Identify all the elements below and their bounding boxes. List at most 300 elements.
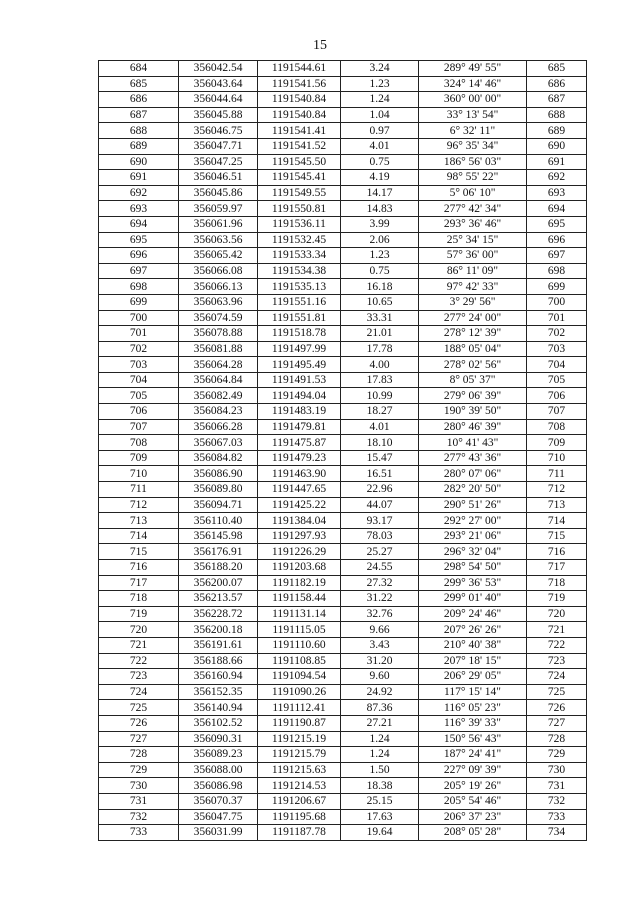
point-from-cell: 693 [99,201,179,217]
point-from-cell: 712 [99,497,179,513]
distance-cell: 33.31 [341,310,419,326]
table-row [99,154,587,170]
table-row [99,92,587,108]
point-to-cell: 711 [527,466,587,482]
x-coordinate-cell: 356191.61 [179,637,258,653]
bearing-cell: 289° 49' 55" [419,61,527,77]
point-to-cell: 724 [527,669,587,685]
point-to-cell: 685 [527,61,587,77]
point-to-cell: 708 [527,419,587,435]
table-row [99,372,587,388]
bearing-cell: 33° 13' 54" [419,107,527,123]
y-coordinate-cell: 1191158.44 [258,591,341,607]
bearing-cell: 6° 32' 11" [419,123,527,139]
point-from-cell: 689 [99,138,179,154]
bearing-cell: 8° 05' 37" [419,372,527,388]
point-from-cell: 703 [99,357,179,373]
bearing-cell: 207° 26' 26" [419,622,527,638]
bearing-cell: 117° 15' 14" [419,684,527,700]
table-row [99,357,587,373]
x-coordinate-cell: 356084.23 [179,404,258,420]
x-coordinate-cell: 356081.88 [179,341,258,357]
distance-cell: 27.21 [341,715,419,731]
point-from-cell: 707 [99,419,179,435]
x-coordinate-cell: 356088.00 [179,762,258,778]
distance-cell: 10.65 [341,294,419,310]
coordinates-table-body [99,61,587,841]
table-row [99,825,587,841]
point-from-cell: 727 [99,731,179,747]
y-coordinate-cell: 1191479.23 [258,450,341,466]
point-to-cell: 694 [527,201,587,217]
point-from-cell: 696 [99,248,179,264]
y-coordinate-cell: 1191215.19 [258,731,341,747]
y-coordinate-cell: 1191203.68 [258,560,341,576]
point-to-cell: 696 [527,232,587,248]
point-to-cell: 719 [527,591,587,607]
point-from-cell: 713 [99,513,179,529]
table-row [99,419,587,435]
x-coordinate-cell: 356064.28 [179,357,258,373]
distance-cell: 19.64 [341,825,419,841]
table-row [99,201,587,217]
y-coordinate-cell: 1191115.05 [258,622,341,638]
point-to-cell: 700 [527,294,587,310]
point-to-cell: 695 [527,216,587,232]
distance-cell: 1.24 [341,747,419,763]
point-from-cell: 685 [99,76,179,92]
point-from-cell: 690 [99,154,179,170]
x-coordinate-cell: 356200.07 [179,575,258,591]
point-from-cell: 695 [99,232,179,248]
point-to-cell: 703 [527,341,587,357]
bearing-cell: 280° 46' 39" [419,419,527,435]
point-from-cell: 733 [99,825,179,841]
y-coordinate-cell: 1191550.81 [258,201,341,217]
point-from-cell: 684 [99,61,179,77]
distance-cell: 17.63 [341,809,419,825]
table-row [99,341,587,357]
x-coordinate-cell: 356082.49 [179,388,258,404]
x-coordinate-cell: 356176.91 [179,544,258,560]
distance-cell: 0.97 [341,123,419,139]
x-coordinate-cell: 356066.28 [179,419,258,435]
point-to-cell: 730 [527,762,587,778]
point-from-cell: 700 [99,310,179,326]
x-coordinate-cell: 356089.23 [179,747,258,763]
bearing-cell: 277° 43' 36" [419,450,527,466]
point-from-cell: 721 [99,637,179,653]
x-coordinate-cell: 356094.71 [179,497,258,513]
distance-cell: 17.78 [341,341,419,357]
x-coordinate-cell: 356090.31 [179,731,258,747]
point-to-cell: 715 [527,528,587,544]
x-coordinate-cell: 356089.80 [179,482,258,498]
distance-cell: 16.51 [341,466,419,482]
table-row [99,747,587,763]
x-coordinate-cell: 356063.56 [179,232,258,248]
y-coordinate-cell: 1191112.41 [258,700,341,716]
bearing-cell: 186° 56' 03" [419,154,527,170]
distance-cell: 14.83 [341,201,419,217]
distance-cell: 25.15 [341,793,419,809]
x-coordinate-cell: 356047.71 [179,138,258,154]
table-row [99,622,587,638]
bearing-cell: 208° 05' 28" [419,825,527,841]
point-from-cell: 715 [99,544,179,560]
point-to-cell: 714 [527,513,587,529]
x-coordinate-cell: 356084.82 [179,450,258,466]
bearing-cell: 25° 34' 15" [419,232,527,248]
point-to-cell: 697 [527,248,587,264]
point-from-cell: 709 [99,450,179,466]
y-coordinate-cell: 1191549.55 [258,185,341,201]
table-row [99,248,587,264]
table-row [99,762,587,778]
x-coordinate-cell: 356043.64 [179,76,258,92]
distance-cell: 4.01 [341,138,419,154]
y-coordinate-cell: 1191541.52 [258,138,341,154]
table-row [99,793,587,809]
point-to-cell: 706 [527,388,587,404]
point-from-cell: 687 [99,107,179,123]
table-row [99,778,587,794]
point-from-cell: 688 [99,123,179,139]
distance-cell: 1.50 [341,762,419,778]
point-to-cell: 723 [527,653,587,669]
bearing-cell: 293° 36' 46" [419,216,527,232]
point-to-cell: 713 [527,497,587,513]
point-from-cell: 697 [99,263,179,279]
bearing-cell: 86° 11' 09" [419,263,527,279]
x-coordinate-cell: 356066.08 [179,263,258,279]
point-from-cell: 706 [99,404,179,420]
table-row [99,560,587,576]
bearing-cell: 57° 36' 00" [419,248,527,264]
point-to-cell: 690 [527,138,587,154]
distance-cell: 3.99 [341,216,419,232]
distance-cell: 27.32 [341,575,419,591]
y-coordinate-cell: 1191094.54 [258,669,341,685]
point-from-cell: 699 [99,294,179,310]
bearing-cell: 209° 24' 46" [419,606,527,622]
table-row [99,591,587,607]
distance-cell: 3.43 [341,637,419,653]
point-to-cell: 725 [527,684,587,700]
point-from-cell: 724 [99,684,179,700]
y-coordinate-cell: 1191425.22 [258,497,341,513]
y-coordinate-cell: 1191447.65 [258,482,341,498]
point-to-cell: 716 [527,544,587,560]
point-from-cell: 698 [99,279,179,295]
y-coordinate-cell: 1191545.50 [258,154,341,170]
distance-cell: 15.47 [341,450,419,466]
bearing-cell: 296° 32' 04" [419,544,527,560]
x-coordinate-cell: 356188.66 [179,653,258,669]
table-row [99,263,587,279]
point-to-cell: 704 [527,357,587,373]
point-to-cell: 705 [527,372,587,388]
point-from-cell: 694 [99,216,179,232]
distance-cell: 25.27 [341,544,419,560]
x-coordinate-cell: 356061.96 [179,216,258,232]
x-coordinate-cell: 356031.99 [179,825,258,841]
distance-cell: 31.20 [341,653,419,669]
y-coordinate-cell: 1191551.81 [258,310,341,326]
y-coordinate-cell: 1191190.87 [258,715,341,731]
y-coordinate-cell: 1191384.04 [258,513,341,529]
x-coordinate-cell: 356045.86 [179,185,258,201]
bearing-cell: 206° 37' 23" [419,809,527,825]
page-number: 15 [313,38,327,53]
point-from-cell: 708 [99,435,179,451]
point-to-cell: 726 [527,700,587,716]
point-to-cell: 693 [527,185,587,201]
point-from-cell: 719 [99,606,179,622]
point-from-cell: 705 [99,388,179,404]
x-coordinate-cell: 356059.97 [179,201,258,217]
table-row [99,435,587,451]
x-coordinate-cell: 356044.64 [179,92,258,108]
point-to-cell: 718 [527,575,587,591]
x-coordinate-cell: 356140.94 [179,700,258,716]
distance-cell: 4.00 [341,357,419,373]
y-coordinate-cell: 1191195.68 [258,809,341,825]
x-coordinate-cell: 356070.37 [179,793,258,809]
distance-cell: 14.17 [341,185,419,201]
point-to-cell: 733 [527,809,587,825]
point-from-cell: 686 [99,92,179,108]
distance-cell: 10.99 [341,388,419,404]
table-row [99,123,587,139]
y-coordinate-cell: 1191226.29 [258,544,341,560]
point-from-cell: 691 [99,170,179,186]
distance-cell: 1.04 [341,107,419,123]
y-coordinate-cell: 1191483.19 [258,404,341,420]
y-coordinate-cell: 1191215.79 [258,747,341,763]
table-row [99,731,587,747]
bearing-cell: 279° 06' 39" [419,388,527,404]
x-coordinate-cell: 356046.75 [179,123,258,139]
bearing-cell: 97° 42' 33" [419,279,527,295]
point-to-cell: 717 [527,560,587,576]
x-coordinate-cell: 356042.54 [179,61,258,77]
point-from-cell: 692 [99,185,179,201]
bearing-cell: 206° 29' 05" [419,669,527,685]
point-from-cell: 704 [99,372,179,388]
point-from-cell: 714 [99,528,179,544]
bearing-cell: 205° 54' 46" [419,793,527,809]
point-to-cell: 728 [527,731,587,747]
point-to-cell: 688 [527,107,587,123]
y-coordinate-cell: 1191534.38 [258,263,341,279]
y-coordinate-cell: 1191215.63 [258,762,341,778]
table-row [99,232,587,248]
point-from-cell: 718 [99,591,179,607]
x-coordinate-cell: 356160.94 [179,669,258,685]
table-row [99,653,587,669]
x-coordinate-cell: 356228.72 [179,606,258,622]
table-row [99,497,587,513]
point-to-cell: 701 [527,310,587,326]
x-coordinate-cell: 356064.84 [179,372,258,388]
x-coordinate-cell: 356067.03 [179,435,258,451]
x-coordinate-cell: 356086.90 [179,466,258,482]
bearing-cell: 292° 27' 00" [419,513,527,529]
table-row [99,216,587,232]
bearing-cell: 116° 39' 33" [419,715,527,731]
x-coordinate-cell: 356047.75 [179,809,258,825]
point-to-cell: 707 [527,404,587,420]
distance-cell: 1.24 [341,92,419,108]
table-row [99,606,587,622]
distance-cell: 1.23 [341,76,419,92]
x-coordinate-cell: 356102.52 [179,715,258,731]
x-coordinate-cell: 356047.25 [179,154,258,170]
distance-cell: 3.24 [341,61,419,77]
point-to-cell: 734 [527,825,587,841]
y-coordinate-cell: 1191497.99 [258,341,341,357]
table-row [99,513,587,529]
x-coordinate-cell: 356078.88 [179,326,258,342]
bearing-cell: 277° 24' 00" [419,310,527,326]
bearing-cell: 116° 05' 23" [419,700,527,716]
distance-cell: 16.18 [341,279,419,295]
point-from-cell: 731 [99,793,179,809]
x-coordinate-cell: 356110.40 [179,513,258,529]
distance-cell: 0.75 [341,154,419,170]
distance-cell: 9.66 [341,622,419,638]
y-coordinate-cell: 1191535.13 [258,279,341,295]
y-coordinate-cell: 1191541.41 [258,123,341,139]
y-coordinate-cell: 1191206.67 [258,793,341,809]
y-coordinate-cell: 1191479.81 [258,419,341,435]
point-to-cell: 698 [527,263,587,279]
y-coordinate-cell: 1191491.53 [258,372,341,388]
table-row [99,482,587,498]
bearing-cell: 96° 35' 34" [419,138,527,154]
distance-cell: 93.17 [341,513,419,529]
bearing-cell: 98° 55' 22" [419,170,527,186]
x-coordinate-cell: 356188.20 [179,560,258,576]
x-coordinate-cell: 356045.88 [179,107,258,123]
point-to-cell: 687 [527,92,587,108]
x-coordinate-cell: 356066.13 [179,279,258,295]
x-coordinate-cell: 356152.35 [179,684,258,700]
distance-cell: 32.76 [341,606,419,622]
bearing-cell: 187° 24' 41" [419,747,527,763]
coordinates-table [98,60,587,841]
point-to-cell: 712 [527,482,587,498]
bearing-cell: 299° 01' 40" [419,591,527,607]
point-to-cell: 729 [527,747,587,763]
bearing-cell: 10° 41' 43" [419,435,527,451]
point-to-cell: 721 [527,622,587,638]
point-to-cell: 709 [527,435,587,451]
y-coordinate-cell: 1191214.53 [258,778,341,794]
y-coordinate-cell: 1191551.16 [258,294,341,310]
y-coordinate-cell: 1191182.19 [258,575,341,591]
point-from-cell: 723 [99,669,179,685]
y-coordinate-cell: 1191110.60 [258,637,341,653]
table-row [99,404,587,420]
point-from-cell: 702 [99,341,179,357]
bearing-cell: 324° 14' 46" [419,76,527,92]
x-coordinate-cell: 356200.18 [179,622,258,638]
point-from-cell: 717 [99,575,179,591]
y-coordinate-cell: 1191533.34 [258,248,341,264]
point-from-cell: 730 [99,778,179,794]
y-coordinate-cell: 1191494.04 [258,388,341,404]
table-row [99,326,587,342]
point-from-cell: 716 [99,560,179,576]
point-from-cell: 725 [99,700,179,716]
point-to-cell: 732 [527,793,587,809]
bearing-cell: 299° 36' 53" [419,575,527,591]
y-coordinate-cell: 1191518.78 [258,326,341,342]
distance-cell: 0.75 [341,263,419,279]
bearing-cell: 293° 21' 06" [419,528,527,544]
distance-cell: 21.01 [341,326,419,342]
distance-cell: 18.38 [341,778,419,794]
point-from-cell: 732 [99,809,179,825]
distance-cell: 17.83 [341,372,419,388]
distance-cell: 4.01 [341,419,419,435]
y-coordinate-cell: 1191545.41 [258,170,341,186]
point-to-cell: 727 [527,715,587,731]
bearing-cell: 298° 54' 50" [419,560,527,576]
y-coordinate-cell: 1191541.56 [258,76,341,92]
table-row [99,669,587,685]
table-row [99,544,587,560]
table-row [99,279,587,295]
table-row [99,138,587,154]
point-from-cell: 720 [99,622,179,638]
bearing-cell: 280° 07' 06" [419,466,527,482]
bearing-cell: 360° 00' 00" [419,92,527,108]
bearing-cell: 277° 42' 34" [419,201,527,217]
y-coordinate-cell: 1191187.78 [258,825,341,841]
bearing-cell: 205° 19' 26" [419,778,527,794]
table-row [99,170,587,186]
table-row [99,700,587,716]
x-coordinate-cell: 356065.42 [179,248,258,264]
point-to-cell: 731 [527,778,587,794]
table-row [99,76,587,92]
point-from-cell: 710 [99,466,179,482]
point-to-cell: 689 [527,123,587,139]
y-coordinate-cell: 1191495.49 [258,357,341,373]
point-to-cell: 722 [527,637,587,653]
y-coordinate-cell: 1191297.93 [258,528,341,544]
table-row [99,809,587,825]
point-from-cell: 701 [99,326,179,342]
y-coordinate-cell: 1191536.11 [258,216,341,232]
bearing-cell: 5° 06' 10" [419,185,527,201]
y-coordinate-cell: 1191131.14 [258,606,341,622]
bearing-cell: 210° 40' 38" [419,637,527,653]
bearing-cell: 207° 18' 15" [419,653,527,669]
y-coordinate-cell: 1191090.26 [258,684,341,700]
distance-cell: 22.96 [341,482,419,498]
bearing-cell: 278° 02' 56" [419,357,527,373]
distance-cell: 18.10 [341,435,419,451]
bearing-cell: 290° 51' 26" [419,497,527,513]
distance-cell: 4.19 [341,170,419,186]
distance-cell: 1.23 [341,248,419,264]
y-coordinate-cell: 1191540.84 [258,92,341,108]
y-coordinate-cell: 1191540.84 [258,107,341,123]
